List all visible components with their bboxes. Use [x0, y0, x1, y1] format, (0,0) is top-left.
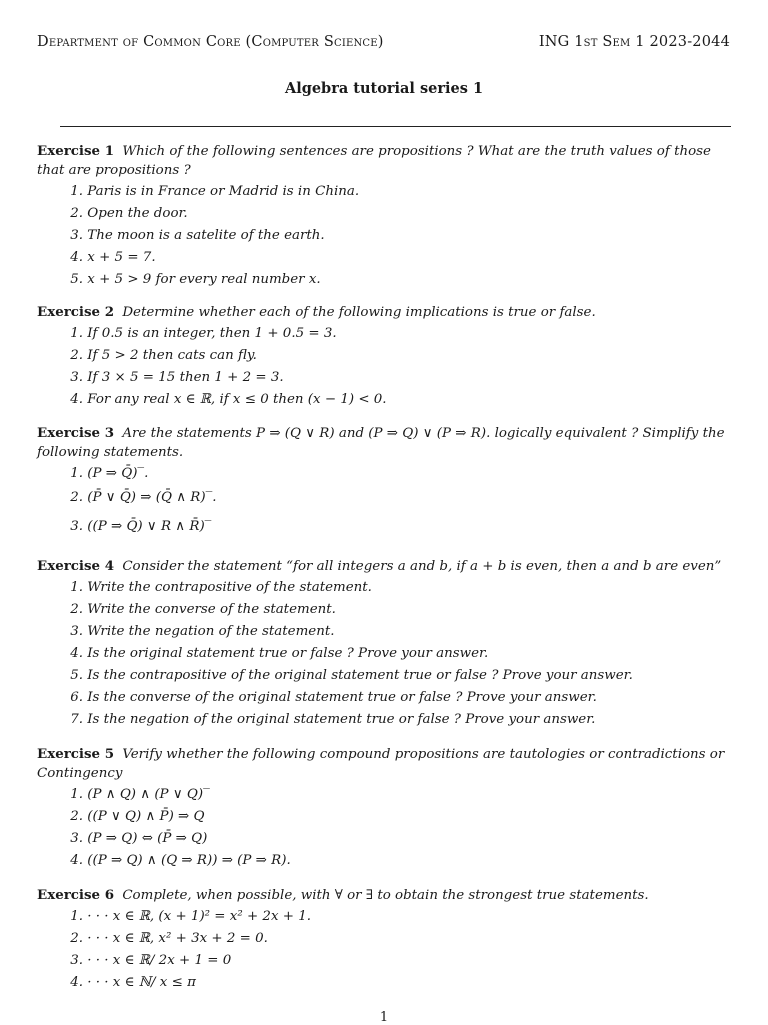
exercise-1-items — [37, 181, 733, 291]
exercise-6-items — [37, 906, 733, 994]
item-text: ((P ⇒ Q) ∧ (Q ⇒ R)) ⇒ (P ⇒ R). — [87, 853, 291, 868]
item-number: 2. — [70, 206, 83, 221]
list-item — [37, 203, 733, 225]
list-item — [37, 485, 733, 511]
list-item — [37, 850, 733, 872]
item-number: 2. — [70, 931, 83, 946]
item-text: · · · x ∈ ℝ/ 2x + 1 = 0 — [87, 953, 232, 968]
list-item — [37, 269, 733, 291]
item-text: The moon is a satelite of the earth. — [87, 228, 325, 243]
list-item — [37, 643, 733, 665]
list-item — [37, 806, 733, 828]
item-text: If 0.5 is an integer, then 1 + 0.5 = 3. — [87, 326, 337, 341]
exercise-2-heading — [37, 303, 733, 322]
item-text: If 5 > 2 then cats can fly. — [87, 348, 257, 363]
item-text: Paris is in France or Madrid is in China. — [87, 184, 360, 199]
item-text: ((P ∨ Q) ∧ P̄) ⇒ Q — [87, 809, 205, 824]
exercise-3-prompt: Are the statements P ⇒ (Q ∨ R) and (P ⇒ Q) ∨ (P ⇒ R). logically equivalent ? Simplify the following statements. — [37, 426, 725, 460]
exercise-1 — [37, 142, 733, 291]
exercise-2-items — [37, 323, 733, 411]
exercise-5-heading — [37, 745, 733, 783]
list-item — [37, 687, 733, 709]
item-text: Is the original statement true or false ? Prove your answer. — [87, 646, 489, 661]
item-text: x + 5 > 9 for every real number x. — [87, 272, 321, 287]
list-item — [37, 345, 733, 367]
item-number: 4. — [70, 392, 83, 407]
list-item — [37, 784, 733, 806]
item-number: 1. — [70, 580, 83, 595]
item-text: For any real x ∈ ℝ, if x ≤ 0 then (x − 1) < 0. — [87, 392, 387, 407]
item-number: 1. — [70, 184, 83, 199]
exercise-4-prompt: Consider the statement “for all integers a and b, if a + b is even, then a and b are even” — [122, 559, 722, 574]
item-text: Is the negation of the original statement true or false ? Prove your answer. — [87, 712, 596, 727]
exercise-4-heading — [37, 557, 733, 576]
exercise-4 — [37, 557, 733, 731]
exercise-6-heading — [37, 886, 733, 905]
item-number: 5. — [70, 272, 83, 287]
item-number: 3. — [70, 519, 83, 534]
item-text: (P ⇒ Q̄)‾. — [87, 466, 149, 481]
item-number: 4. — [70, 646, 83, 661]
item-text: ((P ⇒ Q̄) ∨ R ∧ R̄)‾ — [87, 519, 212, 534]
exercise-3-items — [37, 463, 733, 543]
exercise-4-items — [37, 577, 733, 731]
item-text: (P̄ ∨ Q̄) ⇒ (Q̄ ∧ R)‾. — [87, 490, 217, 505]
exercise-1-heading — [37, 142, 733, 180]
list-item — [37, 511, 733, 543]
item-text: Is the contrapositive of the original statement true or false ? Prove your answer. — [87, 668, 633, 683]
list-item — [37, 367, 733, 389]
item-number: 2. — [70, 809, 83, 824]
item-number: 1. — [70, 909, 83, 924]
item-number: 4. — [70, 250, 83, 265]
exercise-2-prompt: Determine whether each of the following implications is true or false. — [122, 305, 596, 320]
department-header: Department of Common Core (Computer Science) — [37, 34, 384, 50]
item-text: (P ⇒ Q) ⇔ (P̄ ⇒ Q) — [87, 831, 208, 846]
item-number: 2. — [70, 602, 83, 617]
list-item — [37, 181, 733, 203]
exercise-4-label: Exercise 4 — [37, 558, 115, 574]
exercise-2 — [37, 303, 733, 411]
item-text: Open the door. — [87, 206, 188, 221]
list-item — [37, 463, 733, 485]
item-text: x + 5 = 7. — [87, 250, 156, 265]
item-number: 3. — [70, 953, 83, 968]
item-number: 1. — [70, 787, 83, 802]
item-text: · · · x ∈ ℝ, (x + 1)² = x² + 2x + 1. — [87, 909, 312, 924]
title-rule — [60, 126, 731, 127]
exercise-6-prompt: Complete, when possible, with ∀ or ∃ to obtain the strongest true statements. — [122, 888, 649, 903]
list-item — [37, 389, 733, 411]
exercise-3 — [37, 424, 733, 543]
item-text: Is the converse of the original statement true or false ? Prove your answer. — [87, 690, 597, 705]
item-text: (P ∧ Q) ∧ (P ∨ Q)‾ — [87, 787, 210, 802]
list-item — [37, 709, 733, 731]
list-item — [37, 247, 733, 269]
list-item — [37, 599, 733, 621]
item-number: 3. — [70, 831, 83, 846]
exercise-3-heading — [37, 424, 733, 462]
item-number: 2. — [70, 348, 83, 363]
list-item — [37, 928, 733, 950]
item-number: 5. — [70, 668, 83, 683]
list-item — [37, 950, 733, 972]
item-number: 1. — [70, 326, 83, 341]
item-number: 3. — [70, 228, 83, 243]
item-number: 3. — [70, 370, 83, 385]
page-number: 1 — [379, 1010, 389, 1025]
list-item — [37, 225, 733, 247]
item-text: · · · x ∈ ℝ, x² + 3x + 2 = 0. — [87, 931, 268, 946]
list-item — [37, 323, 733, 345]
item-number: 6. — [70, 690, 83, 705]
item-text: Write the negation of the statement. — [87, 624, 335, 639]
exercise-6 — [37, 886, 733, 994]
item-number: 4. — [70, 853, 83, 868]
semester-header: ING 1st Sem 1 2023-2044 — [538, 34, 730, 50]
exercise-5 — [37, 745, 733, 872]
exercise-5-label: Exercise 5 — [37, 746, 115, 762]
list-item — [37, 665, 733, 687]
list-item — [37, 577, 733, 599]
item-number: 4. — [70, 975, 83, 990]
exercise-6-label: Exercise 6 — [37, 887, 115, 903]
item-text: If 3 × 5 = 15 then 1 + 2 = 3. — [87, 370, 284, 385]
item-text: Write the converse of the statement. — [87, 602, 336, 617]
exercise-3-label: Exercise 3 — [37, 425, 115, 441]
list-item — [37, 906, 733, 928]
exercise-5-items — [37, 784, 733, 872]
exercise-2-label: Exercise 2 — [37, 304, 115, 320]
item-number: 2. — [70, 490, 83, 505]
exercise-5-prompt: Verify whether the following compound propositions are tautologies or contradictions or Contingency — [37, 747, 725, 781]
list-item — [37, 621, 733, 643]
page-title: Algebra tutorial series 1 — [284, 80, 484, 97]
list-item — [37, 828, 733, 850]
item-number: 7. — [70, 712, 83, 727]
item-text: · · · x ∈ ℕ/ x ≤ π — [87, 975, 196, 990]
exercise-1-prompt: Which of the following sentences are propositions ? What are the truth values of those that are propositions ? — [37, 144, 711, 178]
item-text: Write the contrapositive of the statement. — [87, 580, 372, 595]
item-number: 1. — [70, 466, 83, 481]
list-item — [37, 972, 733, 994]
item-number: 3. — [70, 624, 83, 639]
exercise-1-label: Exercise 1 — [37, 143, 115, 159]
